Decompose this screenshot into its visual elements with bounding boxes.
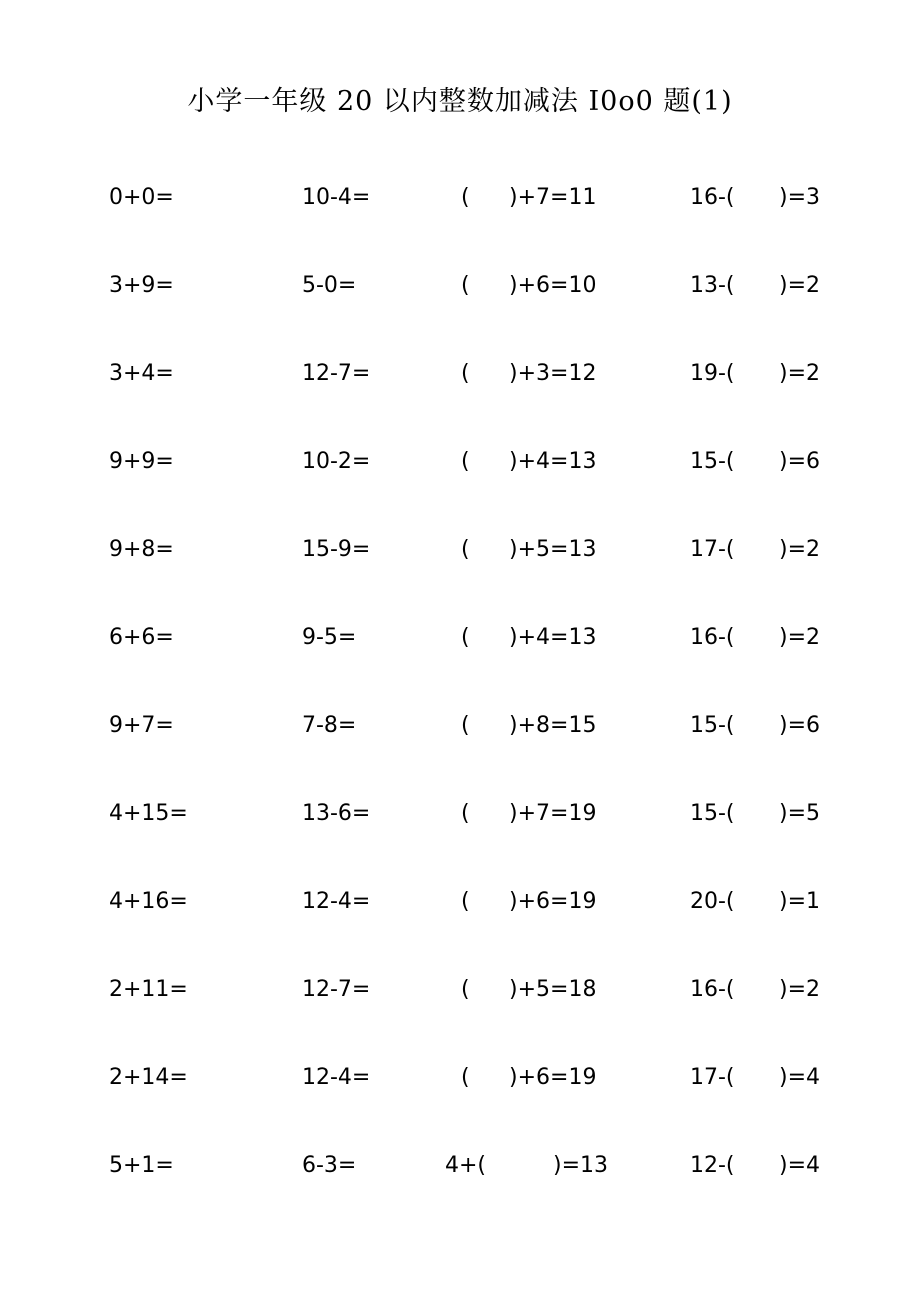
problem-row (0, 970, 920, 1058)
problem-row (0, 1058, 920, 1146)
missing-addend-open: ( (461, 1065, 470, 1090)
missing-addend-open: ( (461, 977, 470, 1002)
problem-row (0, 794, 920, 882)
missing-addend-open: 4+( (445, 1153, 487, 1178)
problem-subtraction: 9-5= (302, 625, 357, 650)
missing-addend-close: )+7=19 (509, 801, 597, 826)
missing-subtrahend-open: 16-( (690, 977, 735, 1002)
problem-addition: 9+9= (109, 449, 174, 474)
problem-row (0, 178, 920, 266)
missing-subtrahend-close: )=1 (779, 889, 821, 914)
problem-addition: 6+6= (109, 625, 174, 650)
missing-addend-open: ( (461, 625, 470, 650)
missing-addend-close: )+5=13 (509, 537, 597, 562)
problem-subtraction: 10-2= (302, 449, 371, 474)
problem-row (0, 1146, 920, 1234)
missing-subtrahend-close: )=2 (779, 625, 821, 650)
missing-subtrahend-open: 17-( (690, 1065, 735, 1090)
missing-subtrahend-open: 13-( (690, 273, 735, 298)
problem-subtraction: 12-4= (302, 889, 371, 914)
problem-row (0, 442, 920, 530)
problem-addition: 9+8= (109, 537, 174, 562)
missing-addend-open: ( (461, 273, 470, 298)
missing-subtrahend-open: 20-( (690, 889, 735, 914)
missing-addend-close: )+6=19 (509, 1065, 597, 1090)
missing-subtrahend-open: 15-( (690, 801, 735, 826)
problem-subtraction: 15-9= (302, 537, 371, 562)
problem-row (0, 354, 920, 442)
missing-subtrahend-open: 19-( (690, 361, 735, 386)
problem-subtraction: 12-7= (302, 361, 371, 386)
missing-subtrahend-open: 17-( (690, 537, 735, 562)
problem-subtraction: 10-4= (302, 185, 371, 210)
missing-subtrahend-open: 15-( (690, 449, 735, 474)
problem-addition: 2+14= (109, 1065, 188, 1090)
problem-subtraction: 6-3= (302, 1153, 357, 1178)
problem-subtraction: 13-6= (302, 801, 371, 826)
missing-subtrahend-close: )=5 (779, 801, 821, 826)
missing-addend-close: )+5=18 (509, 977, 597, 1002)
missing-addend-open: ( (461, 449, 470, 474)
missing-subtrahend-close: )=3 (779, 185, 821, 210)
problem-addition: 4+16= (109, 889, 188, 914)
missing-subtrahend-close: )=4 (779, 1065, 821, 1090)
missing-addend-open: ( (461, 537, 470, 562)
problem-grid (0, 178, 920, 1234)
missing-addend-close: )+6=19 (509, 889, 597, 914)
missing-addend-close: )+4=13 (509, 625, 597, 650)
problem-addition: 2+11= (109, 977, 188, 1002)
problem-addition: 3+4= (109, 361, 174, 386)
missing-subtrahend-close: )=2 (779, 273, 821, 298)
missing-addend-close: )=13 (553, 1153, 609, 1178)
problem-row (0, 706, 920, 794)
problem-subtraction: 5-0= (302, 273, 357, 298)
missing-subtrahend-close: )=2 (779, 361, 821, 386)
missing-subtrahend-close: )=2 (779, 537, 821, 562)
missing-addend-close: )+7=11 (509, 185, 597, 210)
missing-subtrahend-close: )=4 (779, 1153, 821, 1178)
missing-addend-close: )+6=10 (509, 273, 597, 298)
missing-addend-close: )+4=13 (509, 449, 597, 474)
problem-row (0, 618, 920, 706)
worksheet-title: 小学一年级 20 以内整数加减法 I0o0 题(1) (187, 86, 733, 117)
missing-addend-open: ( (461, 801, 470, 826)
missing-addend-open: ( (461, 889, 470, 914)
missing-subtrahend-close: )=6 (779, 713, 821, 738)
problem-addition: 5+1= (109, 1153, 174, 1178)
problem-addition: 9+7= (109, 713, 174, 738)
problem-addition: 0+0= (109, 185, 174, 210)
missing-addend-close: )+3=12 (509, 361, 597, 386)
missing-addend-open: ( (461, 185, 470, 210)
missing-subtrahend-close: )=6 (779, 449, 821, 474)
problem-addition: 4+15= (109, 801, 188, 826)
missing-subtrahend-open: 15-( (690, 713, 735, 738)
missing-addend-open: ( (461, 713, 470, 738)
missing-addend-close: )+8=15 (509, 713, 597, 738)
missing-addend-open: ( (461, 361, 470, 386)
missing-subtrahend-open: 16-( (690, 185, 735, 210)
missing-subtrahend-close: )=2 (779, 977, 821, 1002)
problem-row (0, 266, 920, 354)
problem-row (0, 530, 920, 618)
problem-subtraction: 12-4= (302, 1065, 371, 1090)
problem-addition: 3+9= (109, 273, 174, 298)
problem-subtraction: 7-8= (302, 713, 357, 738)
problem-subtraction: 12-7= (302, 977, 371, 1002)
problem-row (0, 882, 920, 970)
missing-subtrahend-open: 16-( (690, 625, 735, 650)
missing-subtrahend-open: 12-( (690, 1153, 735, 1178)
